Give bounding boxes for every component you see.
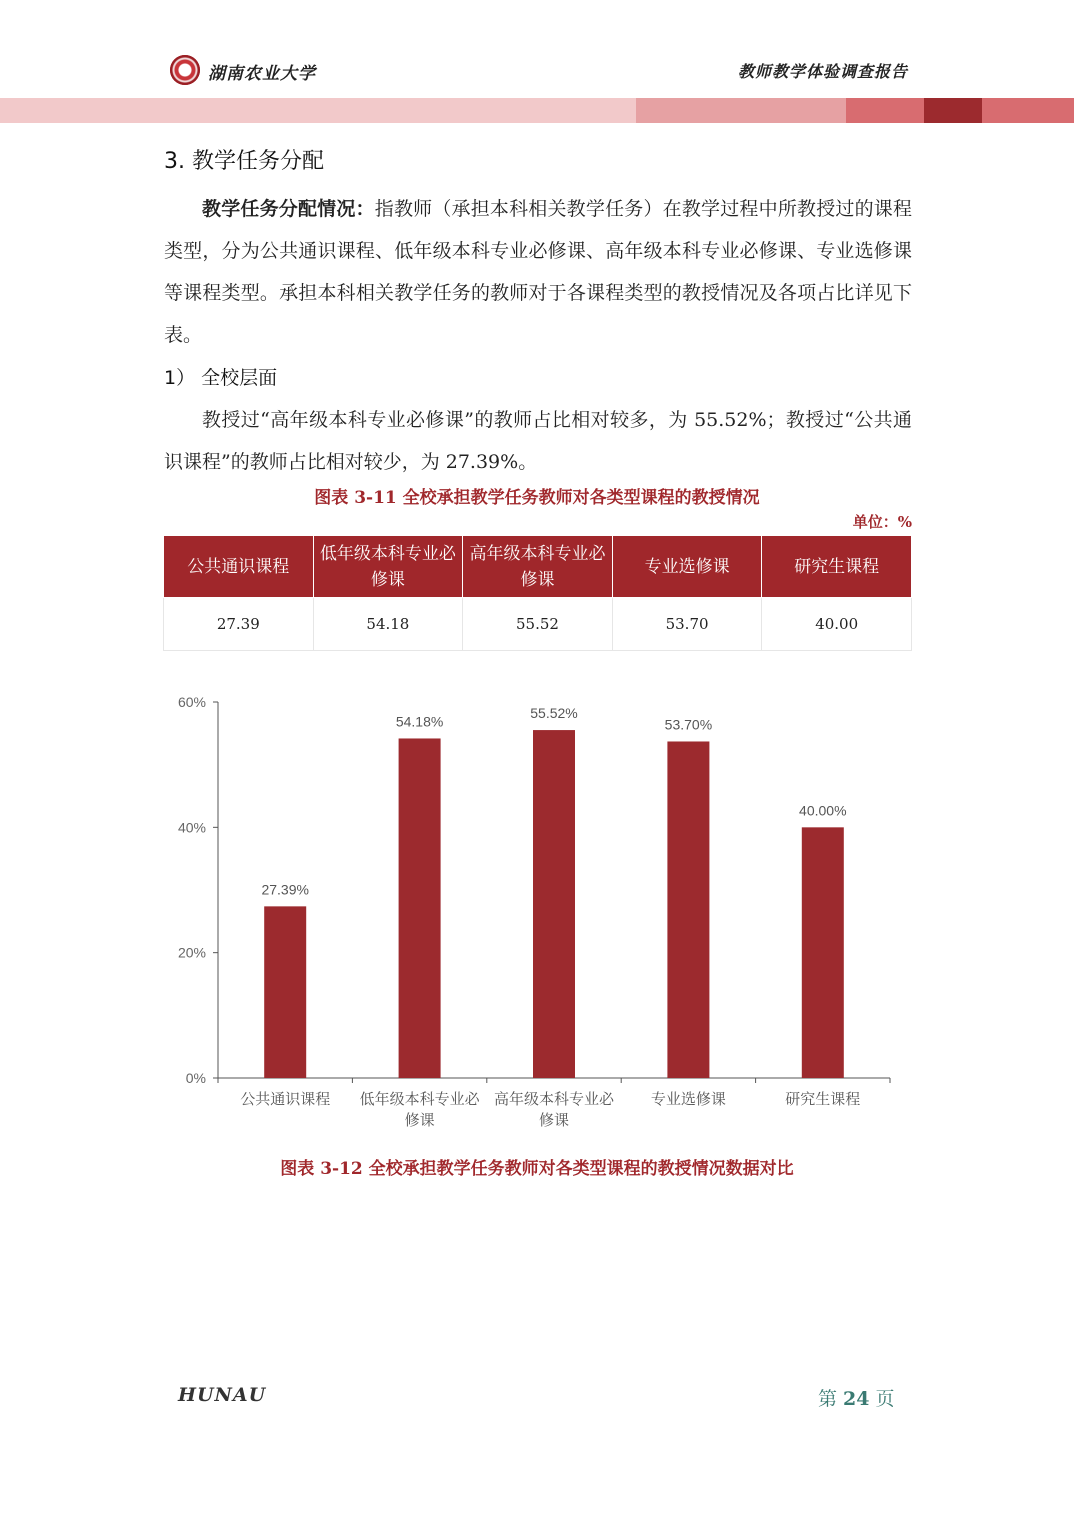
bar [533,730,575,1078]
table-cell: 55.52 [463,598,613,651]
header-band [0,98,636,123]
data-label: 55.52% [530,705,578,722]
table-cell: 53.70 [612,598,762,651]
header-band [924,98,982,123]
header-band [636,98,846,123]
table-header-cell: 公共通识课程 [164,536,314,598]
page-header [0,0,1074,124]
x-tick-label: 研究生课程 [785,1090,861,1108]
data-label: 27.39% [261,881,309,898]
x-tick-label: 低年级本科专业必 [359,1090,480,1108]
y-tick-label: 40% [177,819,206,836]
data-table [163,535,912,651]
x-tick-label: 高年级本科专业必 [493,1090,615,1108]
data-label: 54.18% [395,713,444,730]
paragraph-lead: 教学任务分配情况： [202,198,375,220]
y-tick-label: 20% [177,944,206,961]
bar [399,738,441,1078]
bar-chart [160,680,920,1140]
page-suffix: 页 [875,1388,895,1410]
table-unit: 单位：% [852,513,912,531]
table-header-cell: 研究生课程 [762,536,912,598]
university-name: 湖南农业大学 [208,64,316,84]
summary-paragraph: 教授过“高年级本科专业必修课”的教师占比相对较多，为 55.52%；教授过“公共通识课程”的教师占比相对较少，为 27.39%。 [164,409,912,473]
x-tick-label: 修课 [538,1111,570,1129]
data-label: 53.70% [664,716,713,733]
x-tick-label: 专业选修课 [650,1090,726,1108]
y-tick-label: 60% [177,694,206,710]
section-paragraph [164,188,912,356]
university-logo-icon [170,55,200,85]
chart-caption: 图表 3-12 全校承担教学任务教师对各类型课程的教授情况数据对比 [280,1159,794,1179]
header-band [846,98,924,123]
bar [667,741,709,1078]
page-number [818,1384,894,1411]
table-header-cell: 专业选修课 [612,536,762,598]
table-cell: 40.00 [762,598,912,651]
report-title: 教师教学体验调查报告 [737,62,908,81]
table-header-row [164,536,912,598]
paragraph-body: 指教师（承担本科相关教学任务）在教学过程中所教授过的课程类型，分为公共通识课程、低年级本科专业必修课、高年级本科专业必修课、专业选修课等课程类型。承担本科相关教学任务的教师对于各课程类型的教授情况及各项占比详见下表。 [164,198,912,346]
y-tick-label: 0% [185,1070,206,1086]
data-label: 40.00% [799,802,847,819]
section-title: 3. 教学任务分配 [164,149,324,174]
footer-logo-text: HUNAU [178,1384,267,1406]
table-cell: 54.18 [313,598,463,651]
table-caption: 图表 3-11 全校承担教学任务教师对各类型课程的教授情况 [314,488,760,508]
table-header-cell: 低年级本科专业必修课 [313,536,463,598]
x-tick-label: 公共通识课程 [240,1090,331,1108]
table-row [164,598,912,651]
table-cell: 27.39 [164,598,314,651]
subheading: 1） 全校层面 [164,367,278,389]
x-tick-label: 修课 [404,1111,435,1129]
bar [802,827,844,1078]
page-number-value: 24 [843,1388,870,1410]
bar [264,906,306,1078]
header-band [982,98,1074,123]
page-prefix: 第 [818,1388,838,1410]
table-header-cell: 高年级本科专业必修课 [463,536,613,598]
